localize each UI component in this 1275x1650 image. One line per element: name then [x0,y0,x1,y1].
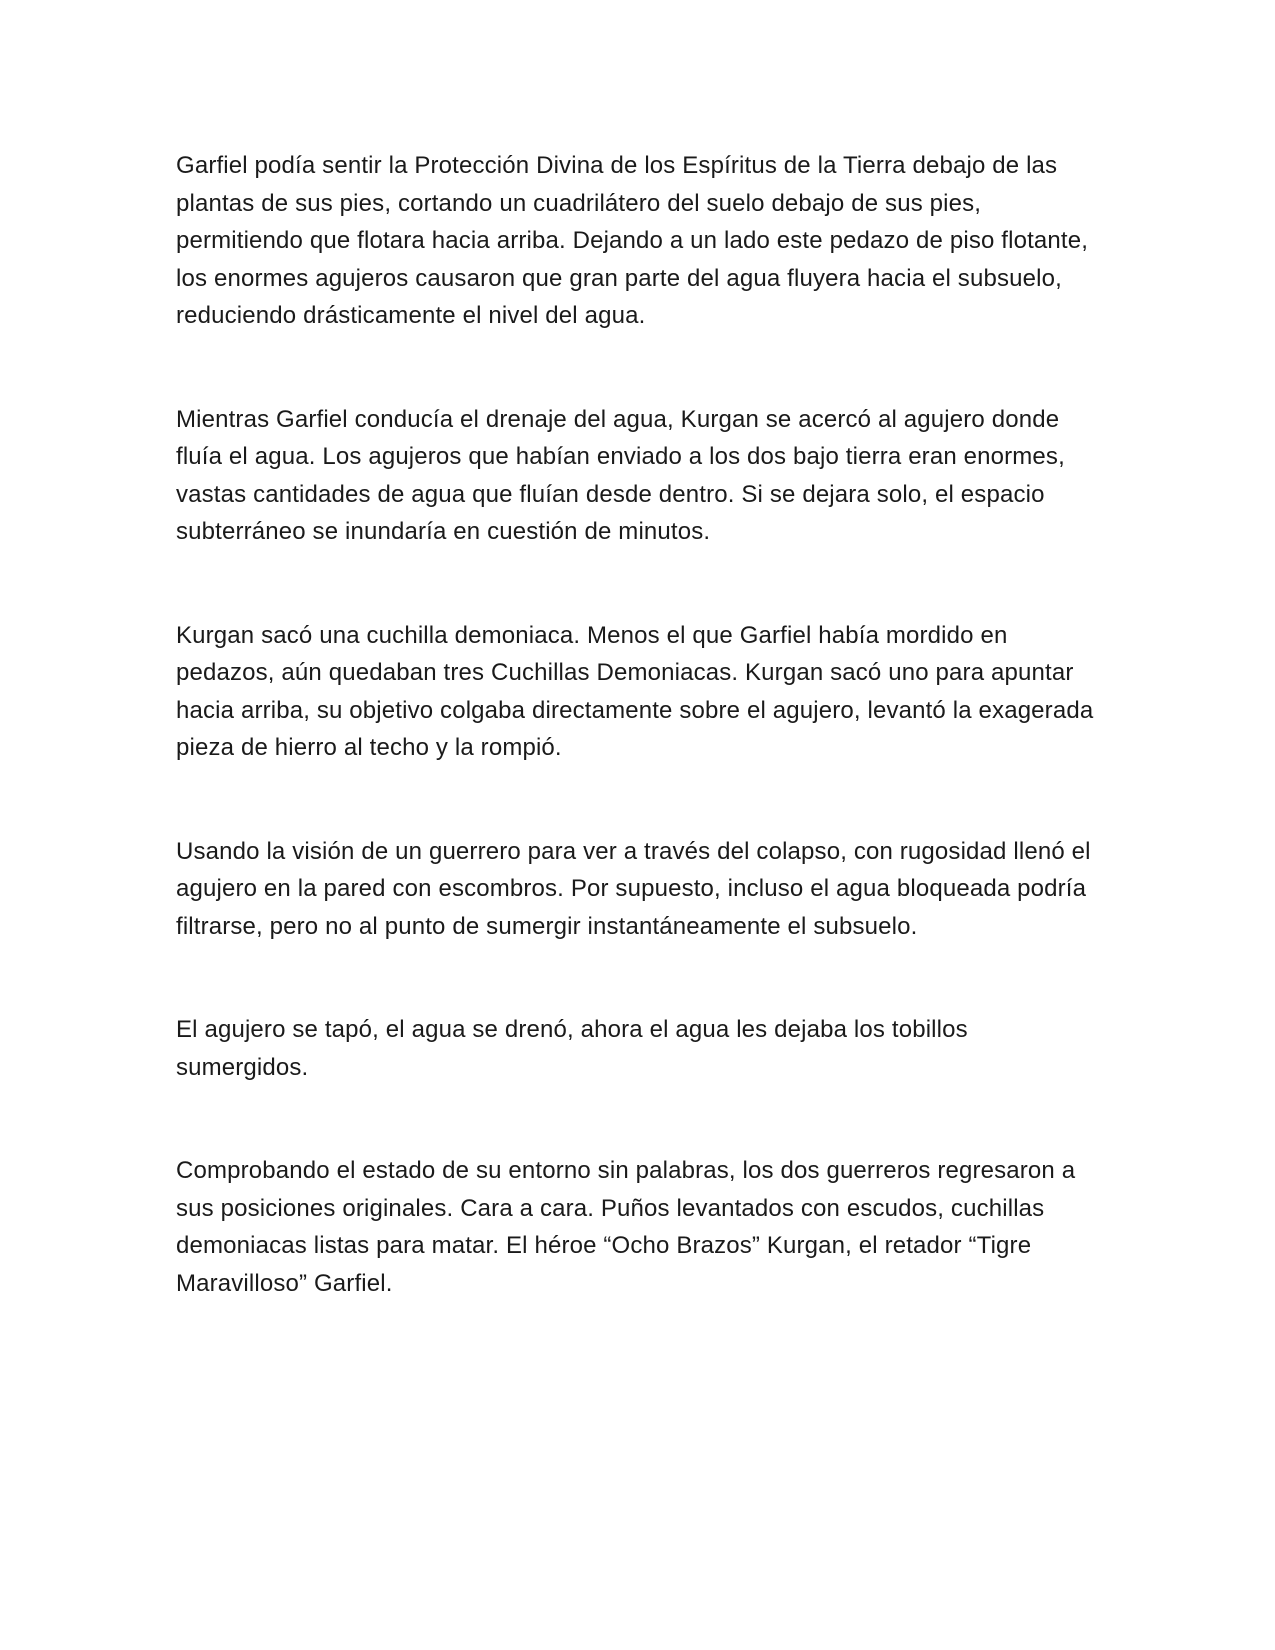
paragraph-3: Kurgan sacó una cuchilla demoniaca. Menos el que Garfiel había mordido en pedazos, aún quedaban tres Cuchillas Demoniacas. Kurgan sacó uno para apuntar hacia arriba, su objetivo colgaba directamente sobre el agujero, levantó la exagerada pieza de hierro al techo y la rompió. [176,621,1094,761]
paragraph-6: Comprobando el estado de su entorno sin palabras, los dos guerreros regresaron a sus posiciones originales. Cara a cara. Puños levantados con escudos, cuchillas demoniacas listas para matar. El héroe “Ocho Brazos” Kurgan, el retador “Tigre Maravilloso” Garfiel. [176,1157,1076,1297]
paragraph-2: Mientras Garfiel conducía el drenaje del agua, Kurgan se acercó al agujero donde fluía el agua. Los agujeros que habían enviado a los dos bajo tierra eran enormes, vastas cantidades de agua que fluían desde dentro. Si se dejara solo, el espacio subterráneo se inundaría en cuestión de minutos. [176,405,1065,545]
paragraph-5: El agujero se tapó, el agua se drenó, ahora el agua les dejaba los tobillos sumergidos. [176,1016,968,1081]
document-body [176,147,1096,1302]
paragraph-1: Garfiel podía sentir la Protección Divina de los Espíritus de la Tierra debajo de las plantas de sus pies, cortando un cuadrilátero del suelo debajo de sus pies, permitiendo que flotara hacia arriba. Dejando a un lado este pedazo de piso flotante, los enormes agujeros causaron que gran parte del agua fluyera hacia el subsuelo, reduciendo drásticamente el nivel del agua. [176,152,1089,329]
paragraph-4: Usando la visión de un guerrero para ver a través del colapso, con rugosidad llenó el agujero en la pared con escombros. Por supuesto, incluso el agua bloqueada podría filtrarse, pero no al punto de sumergir instantáneamente el subsuelo. [176,837,1091,940]
